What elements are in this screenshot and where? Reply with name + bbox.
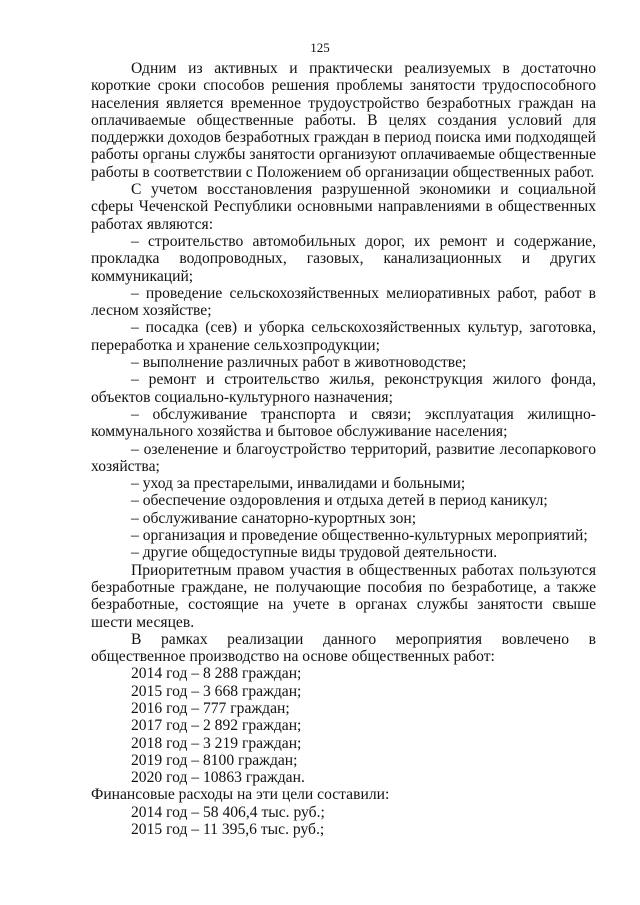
expenses-years-list xyxy=(91,804,596,839)
direction-item: – организация и проведение общественно-культурных мероприятий; xyxy=(131,527,588,545)
direction-item: – обеспечение оздоровления и отдыха детей в период каникул; xyxy=(131,492,548,510)
direction-item: – уход за престарелыми, инвалидами и больными; xyxy=(131,475,466,493)
direction-item: – проведение сельскохозяйственных мелиоративных работ, работ в лесном хозяйстве; xyxy=(91,284,596,320)
direction-item: – посадка (сев) и уборка сельскохозяйственных культур, заготовка, переработка и хранение сельхозпродукции; xyxy=(91,319,596,354)
direction-item: – обслуживание транспорта и связи; эксплуатация жилищно-коммунального хозяйства и бытовое обслуживание населения; xyxy=(91,405,596,441)
involvement-year-item: 2020 год – 10863 граждан. xyxy=(131,769,305,787)
direction-item: – ремонт и строительство жилья, реконструкция жилого фонда, объектов социально-культурного назначения; xyxy=(91,371,596,406)
involvement-year-item: 2019 год – 8100 граждан; xyxy=(131,751,298,769)
page-number: 125 xyxy=(310,40,330,55)
involvement-year-item: 2016 год – 777 граждан; xyxy=(131,699,290,717)
direction-item: – выполнение различных работ в животноводстве; xyxy=(131,354,467,372)
priority-paragraph: Приоритетным правом участия в общественных работах пользуются безработные граждане, не получающие пособия по безработице, а также безработные, состоящие на учете в органах службы занятости свыше шести месяцев. xyxy=(91,561,596,631)
direction-item: – обслуживание санаторно-курортных зон; xyxy=(131,509,417,527)
expenses-year-item: 2014 год – 58 406,4 тыс. руб.; xyxy=(131,803,325,821)
directions-intro-paragraph: С учетом восстановления разрушенной экономики и социальной сферы Чеченской Республики основными направлениями в общественных работах являются: xyxy=(91,181,596,233)
expenses-heading: Финансовые расходы на эти цели составили: xyxy=(91,786,390,804)
intro-paragraph: Одним из активных и практически реализуемых в достаточно короткие сроки способов решения проблемы занятости трудоспособного населения является временное трудоустройство безработных граждан на оплачиваемые общественные работы. В целях создания условий для поддержки доходов безработных граждан в период поиска ими подходящей работы органы службы занятости организуют оплачиваемые общественные работы в соответствии с Положением об организации общественных работ. xyxy=(91,60,596,181)
involvement-year-item: 2018 год – 3 219 граждан; xyxy=(131,734,302,752)
involvement-years-list xyxy=(91,665,596,786)
involvement-year-item: 2017 год – 2 892 граждан; xyxy=(131,717,302,735)
direction-item: – озеленение и благоустройство территорий, развитие лесопаркового хозяйства; xyxy=(91,440,596,475)
involvement-paragraph: В рамках реализации данного мероприятия вовлечено в общественное производство на основе общественных работ: xyxy=(91,630,596,666)
involvement-year-item: 2014 год – 8 288 граждан; xyxy=(131,665,302,683)
document-body xyxy=(91,60,596,838)
direction-item: – строительство автомобильных дорог, их ремонт и содержание, прокладка водопроводных, газовых, канализационных и других коммуникаций; xyxy=(91,232,596,285)
involvement-year-item: 2015 год – 3 668 граждан; xyxy=(131,682,302,700)
directions-list xyxy=(91,233,596,562)
direction-item: – другие общедоступные виды трудовой деятельности. xyxy=(131,544,498,562)
expenses-year-item: 2015 год – 11 395,6 тыс. руб.; xyxy=(131,821,325,839)
